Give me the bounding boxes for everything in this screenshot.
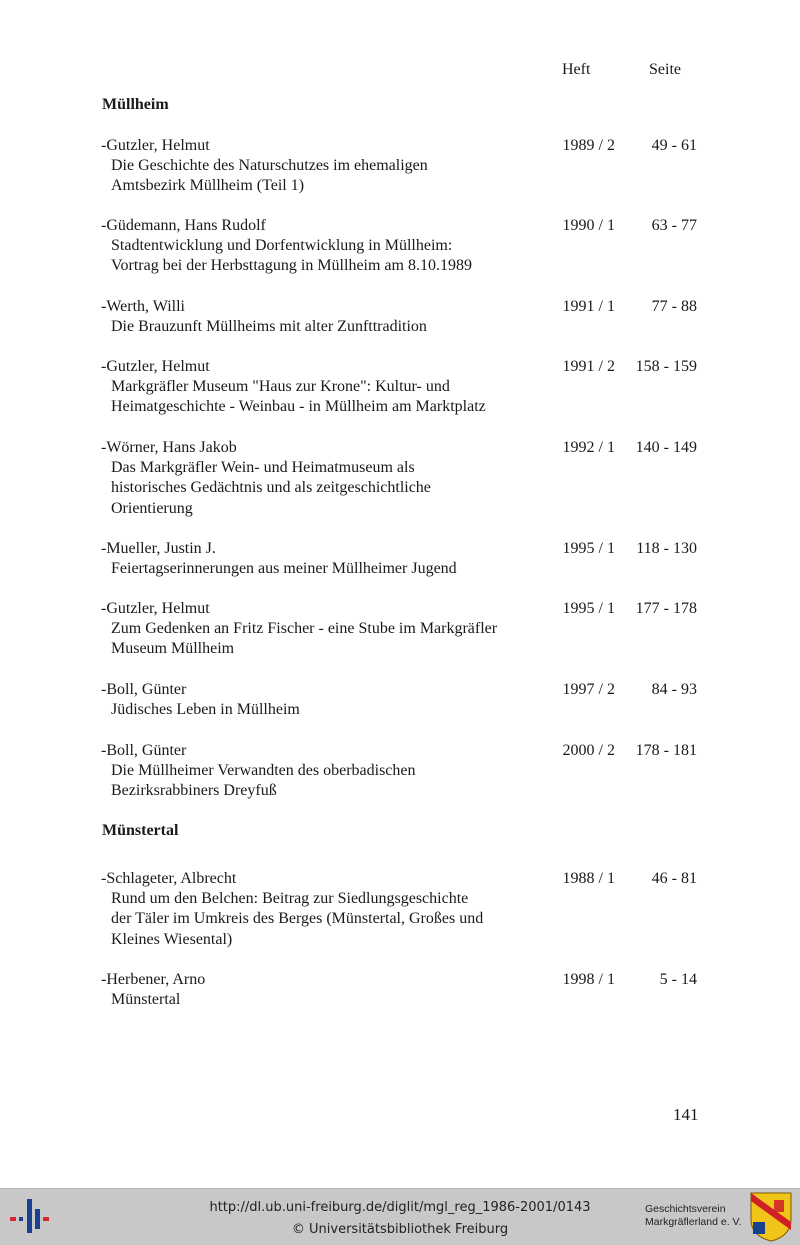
entry-title-line: Die Müllheimer Verwandten des oberbadischen: [111, 762, 416, 780]
entry-title-line: Bezirksrabbiners Dreyfuß: [111, 782, 277, 800]
column-header-heft: Heft: [562, 61, 591, 78]
entry-author: -Mueller, Justin J.: [101, 540, 216, 557]
entry-seite: 63 - 77: [651, 217, 697, 234]
entry-title-line: Heimatgeschichte - Weinbau - in Müllheim am Marktplatz: [111, 398, 486, 416]
entry-seite: 118 - 130: [636, 540, 697, 557]
bibliography-entry: [101, 599, 701, 660]
page-number: 141: [673, 1105, 699, 1124]
bibliography-entry: [101, 438, 701, 519]
entry-title-line: Markgräfler Museum "Haus zur Krone": Kultur- und: [111, 378, 450, 396]
entry-heft: 1997 / 2: [562, 681, 615, 698]
entry-title-line: Zum Gedenken an Fritz Fischer - eine Stube im Markgräfler: [111, 620, 498, 638]
document-url-link[interactable]: http://dl.ub.uni-freiburg.de/diglit/mgl_reg_1986-2001/0143: [209, 1200, 591, 1215]
bibliography-entry: [101, 136, 701, 197]
entry-seite: 49 - 61: [651, 137, 697, 154]
entry-title-line: Orientierung: [111, 499, 193, 517]
entry-title-line: Kleines Wiesental): [111, 930, 233, 948]
entry-seite: 178 - 181: [635, 742, 697, 759]
entry-author: -Herbener, Arno: [101, 971, 206, 988]
entry-heft: 1992 / 1: [562, 439, 615, 456]
entry-seite: 46 - 81: [651, 870, 697, 887]
entry-author: -Gutzler, Helmut: [101, 137, 210, 154]
bibliography-entry: [101, 297, 701, 337]
entry-seite: 5 - 14: [659, 971, 697, 988]
entry-title-line: der Täler im Umkreis des Berges (Münstertal, Großes und: [111, 910, 484, 928]
entry-title-line: historisches Gedächtnis und als zeitgeschichtliche: [111, 479, 431, 497]
entry-title-line: Vortrag bei der Herbsttagung in Müllheim am 8.10.1989: [111, 257, 472, 275]
entry-title-line: Münstertal: [111, 991, 181, 1009]
bibliography-entry: [101, 357, 701, 418]
entry-seite: 84 - 93: [651, 681, 697, 698]
entry-heft: 1990 / 1: [562, 217, 615, 234]
section-heading-muenstertal: Münstertal: [102, 822, 179, 839]
publisher-name-line: Geschichtsverein: [645, 1203, 726, 1215]
publisher-name-line: Markgräflerland e. V.: [645, 1216, 742, 1228]
entry-author: -Boll, Günter: [101, 681, 187, 698]
bibliography-entry: [101, 539, 701, 579]
bibliography-entry: [101, 869, 701, 950]
entry-title-line: Museum Müllheim: [111, 640, 235, 658]
entry-author: -Wörner, Hans Jakob: [101, 439, 237, 456]
entry-title-line: Rund um den Belchen: Beitrag zur Siedlungsgeschichte: [111, 890, 469, 908]
entry-author: -Güdemann, Hans Rudolf: [101, 217, 266, 234]
publisher-name: [645, 1203, 747, 1229]
entry-author: -Gutzler, Helmut: [101, 358, 210, 375]
entry-seite: 177 - 178: [635, 600, 697, 617]
entry-author: -Werth, Willi: [101, 298, 185, 315]
entry-heft: 1991 / 2: [562, 358, 615, 375]
bibliography-entry: [101, 970, 701, 1010]
entry-heft: 1998 / 1: [562, 971, 615, 988]
viewer-footer: [0, 1188, 800, 1245]
entry-author: -Schlageter, Albrecht: [101, 870, 237, 887]
entry-author: -Gutzler, Helmut: [101, 600, 210, 617]
column-header-seite: Seite: [649, 61, 681, 78]
entry-title-line: Amtsbezirk Müllheim (Teil 1): [111, 177, 305, 195]
bibliography-entry: [101, 680, 701, 720]
entry-title-line: Das Markgräfler Wein- und Heimatmuseum als: [111, 459, 415, 477]
entry-title-line: Die Brauzunft Müllheims mit alter Zunfttradition: [111, 318, 427, 336]
entry-heft: 1988 / 1: [562, 870, 615, 887]
section-heading-muellheim: Müllheim: [102, 96, 169, 113]
entry-title-line: Die Geschichte des Naturschutzes im ehemaligen: [111, 157, 428, 175]
entry-title-line: Jüdisches Leben in Müllheim: [111, 701, 300, 719]
coat-of-arms-icon: [750, 1192, 792, 1242]
entry-seite: 140 - 149: [635, 439, 697, 456]
entry-seite: 158 - 159: [635, 358, 697, 375]
bibliography-entry: [101, 216, 701, 277]
entry-heft: 1989 / 2: [562, 137, 615, 154]
entry-heft: 1995 / 1: [562, 540, 615, 557]
entry-title-line: Stadtentwicklung und Dorfentwicklung in Müllheim:: [111, 237, 453, 255]
entry-heft: 1991 / 1: [562, 298, 615, 315]
entry-seite: 77 - 88: [651, 298, 697, 315]
copyright-text: © Universitätsbibliothek Freiburg: [291, 1222, 509, 1237]
entry-author: -Boll, Günter: [101, 742, 187, 759]
bibliography-entry: [101, 741, 701, 802]
entry-heft: 2000 / 2: [562, 742, 615, 759]
entry-heft: 1995 / 1: [562, 600, 615, 617]
entry-title-line: Feiertagserinnerungen aus meiner Müllheimer Jugend: [111, 560, 457, 578]
